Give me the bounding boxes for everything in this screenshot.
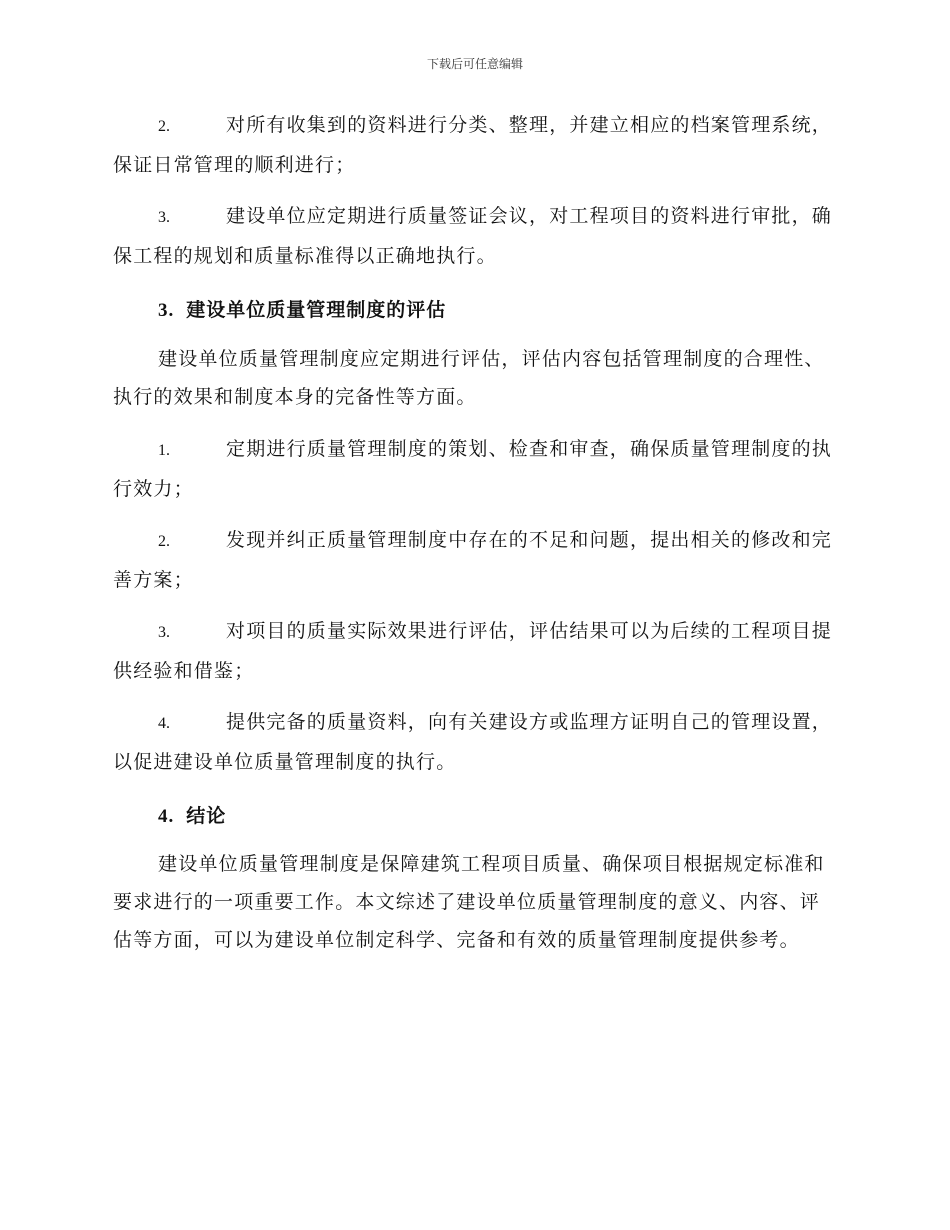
page-header: 下载后可任意编辑 [426,57,523,71]
list-item [113,430,833,508]
section-title: 结论 [186,805,227,827]
list-item-text: 建设单位应定期进行质量签证会议，对工程项目的资料进行审批，确保工程的规划和质量标准得以正确地执行。 [113,205,833,267]
list-item-number: 4. [158,715,170,732]
list-item-text: 定期进行质量管理制度的策划、检查和审查，确保质量管理制度的执行效力； [113,438,833,500]
paragraph: 建设单位质量管理制度应定期进行评估，评估内容包括管理制度的合理性、执行的效果和制度本身的完备性等方面。 [113,348,825,408]
section-heading [158,295,446,322]
list-item [113,197,833,275]
list-item-text: 发现并纠正质量管理制度中存在的不足和问题，提出相关的修改和完善方案； [113,529,833,591]
list-item-text: 提供完备的质量资料，向有关建设方或监理方证明自己的管理设置，以促进建设单位质量管理制度的执行。 [113,711,833,773]
list-item [113,703,833,781]
list-item [113,521,833,599]
section-title: 建设单位质量管理制度的评估 [186,299,447,321]
list-item-number: 3. [158,624,170,641]
section-number: 4. [158,806,175,827]
list-item [113,106,833,184]
list-item-number: 3. [158,209,170,226]
list-item-number: 1. [158,442,170,459]
list-item-text: 对项目的质量实际效果进行评估，评估结果可以为后续的工程项目提供经验和借鉴； [113,620,833,682]
section-number: 3. [158,300,175,321]
paragraph: 建设单位质量管理制度是保障建筑工程项目质量、确保项目根据规定标准和要求进行的一项重要工作。本文综述了建设单位质量管理制度的意义、内容、评估等方面，可以为建设单位制定科学、完备和有效的质量管理制度提供参考。 [113,853,825,951]
list-item-number: 2. [158,533,170,550]
list-item [113,612,833,690]
list-item-text: 对所有收集到的资料进行分类、整理，并建立相应的档案管理系统，保证日常管理的顺利进行； [113,114,833,176]
list-item-number: 2. [158,118,170,135]
section-heading [158,801,226,828]
